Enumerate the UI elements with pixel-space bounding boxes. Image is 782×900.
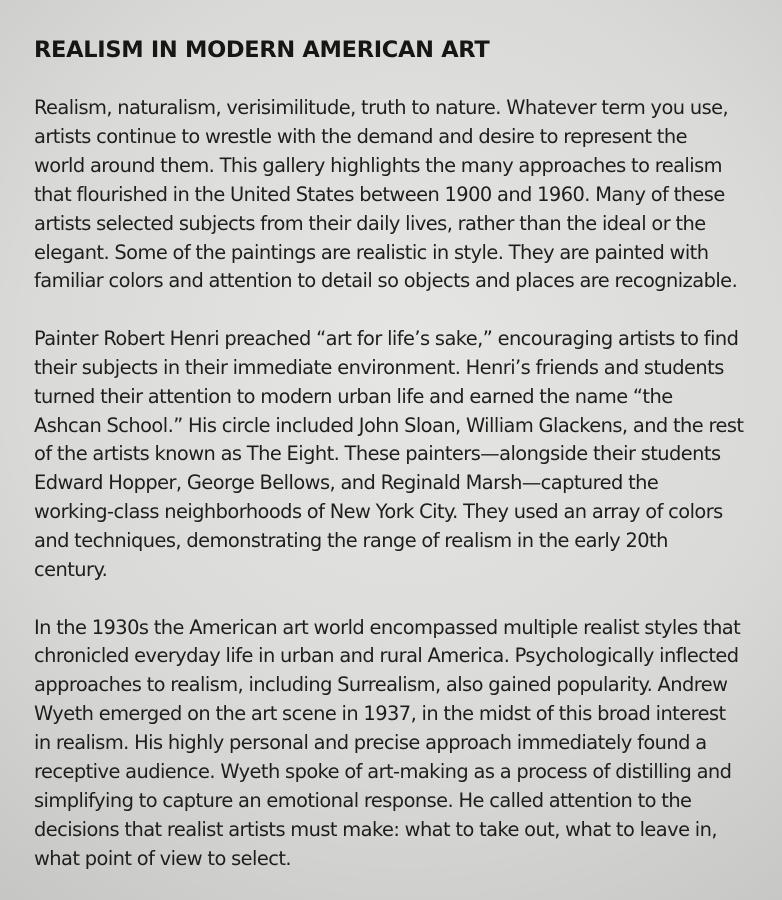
text-line: artists continue to wrestle with the demand and desire to represent the — [34, 124, 687, 148]
text-line: Edward Hopper, George Bellows, and Reginald Marsh—captured the — [34, 471, 659, 495]
text-line: Realism, naturalism, verisimilitude, truth to nature. Whatever term you use, — [34, 96, 729, 119]
text-line: what point of view to select. — [34, 846, 292, 870]
text-line: decisions that realist artists must make: what to take out, what to leave in, — [34, 817, 717, 841]
text-line: familiar colors and attention to detail so objects and places are recognizable. — [34, 269, 738, 293]
text-line: their subjects in their immediate environment. Henri’s friends and students — [34, 355, 724, 379]
text-line: Wyeth emerged on the art scene in 1937, in the midst of this broad interest — [34, 702, 726, 726]
text-line: simplifying to capture an emotional response. He called attention to the — [34, 788, 692, 812]
text-line: in realism. His highly personal and precise approach immediately found a — [34, 731, 707, 755]
text-line: and techniques, demonstrating the range of realism in the early 20th — [34, 529, 668, 553]
text-line: turned their attention to modern urban life and earned the name “the — [34, 384, 673, 408]
text-line: century. — [34, 558, 108, 582]
text-line: of the artists known as The Eight. These painters—alongside their students — [34, 442, 721, 466]
paragraph-intro — [34, 94, 764, 296]
text-line: artists selected subjects from their daily lives, rather than the ideal or the — [34, 211, 706, 235]
text-line: elegant. Some of the paintings are realistic in style. They are painted with — [34, 240, 709, 264]
text-line: world around them. This gallery highlights the many approaches to realism — [34, 153, 722, 177]
text-line: chronicled everyday life in urban and rural America. Psychologically inflected — [34, 644, 739, 668]
placard-title: REALISM IN MODERN AMERICAN ART — [34, 37, 490, 63]
paragraph-1930s-wyeth — [34, 614, 764, 874]
text-line: receptive audience. Wyeth spoke of art-making as a process of distilling and — [34, 760, 732, 784]
text-line: Painter Robert Henri preached “art for life’s sake,” encouraging artists to find — [34, 326, 739, 350]
text-line: approaches to realism, including Surrealism, also gained popularity. Andrew — [34, 673, 728, 697]
paragraph-ashcan-school — [34, 325, 764, 585]
text-line: that flourished in the United States between 1900 and 1960. Many of these — [34, 182, 725, 206]
text-line: working-class neighborhoods of New York City. They used an array of colors — [34, 500, 723, 524]
text-line: In the 1930s the American art world encompassed multiple realist styles that — [34, 615, 741, 639]
text-line: Ashcan School.” His circle included John Sloan, William Glackens, and the rest — [34, 413, 744, 437]
